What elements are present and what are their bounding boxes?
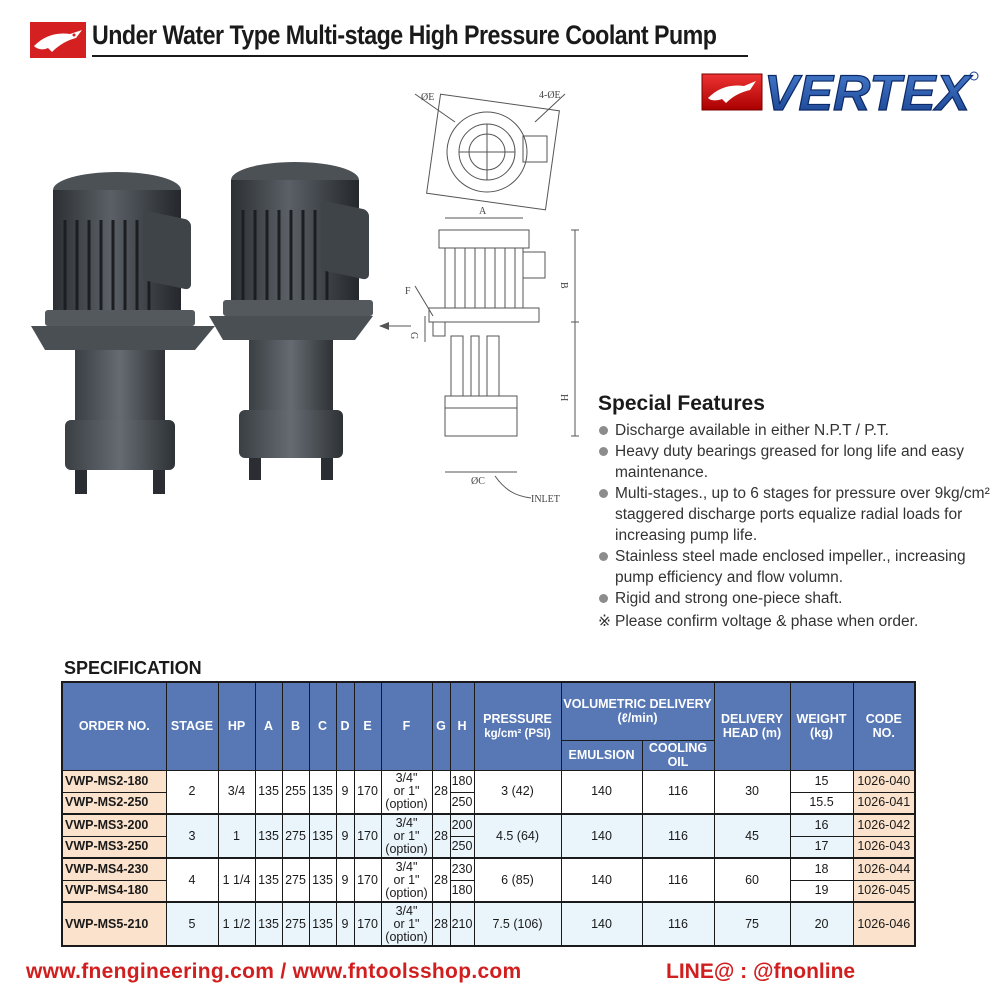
b-cell: 275	[282, 814, 309, 858]
a-cell: 135	[255, 770, 282, 814]
weight-cell: 15.5	[790, 792, 853, 814]
col-emulsion: EMULSION	[561, 740, 642, 770]
h-cell: 250	[450, 792, 474, 814]
title-underline	[92, 55, 748, 57]
code-no-cell: 1026-044	[853, 858, 915, 880]
col-delivery-head: DELIVERY HEAD (m)	[714, 682, 790, 770]
bullet-icon	[599, 594, 608, 603]
col-h: H	[450, 682, 474, 770]
e-cell: 170	[354, 902, 381, 946]
e-cell: 170	[354, 770, 381, 814]
feature-item: Stainless steel made enclosed impeller., increasing pump efficiency and flow volumn.	[598, 546, 993, 588]
col-e: E	[354, 682, 381, 770]
hp-cell: 1 1/4	[218, 858, 255, 902]
emulsion-cell: 140	[561, 858, 642, 902]
code-no-cell: 1026-040	[853, 770, 915, 792]
delivery-head-cell: 60	[714, 858, 790, 902]
pressure-cell: 3 (42)	[474, 770, 561, 814]
dim-label-holes: 4-ØE	[539, 90, 561, 101]
weight-cell: 19	[790, 880, 853, 902]
c-cell: 135	[309, 858, 336, 902]
order-no-cell: VWP-MS4-230	[62, 858, 166, 880]
eagle-logo-icon	[30, 22, 86, 58]
stage-cell: 2	[166, 770, 218, 814]
cooling-oil-cell: 116	[642, 770, 714, 814]
special-features	[598, 392, 993, 632]
a-cell: 135	[255, 814, 282, 858]
col-f: F	[381, 682, 432, 770]
b-cell: 275	[282, 858, 309, 902]
f-line: (option)	[385, 841, 428, 856]
d-cell: 9	[336, 858, 354, 902]
f-line: or 1"	[393, 828, 420, 843]
bullet-icon	[599, 426, 608, 435]
order-no-cell: VWP-MS3-250	[62, 836, 166, 858]
d-cell: 9	[336, 814, 354, 858]
b-cell: 275	[282, 902, 309, 946]
col-c: C	[309, 682, 336, 770]
weight-cell: 20	[790, 902, 853, 946]
stage-cell: 3	[166, 814, 218, 858]
feature-item: Multi-stages., up to 6 stages for pressure over 9kg/cm² staggered discharge ports equalize radial loads for increasing pump life.	[598, 483, 993, 546]
cooling-oil-cell: 116	[642, 858, 714, 902]
pump-photo	[25, 150, 375, 510]
col-d: D	[336, 682, 354, 770]
delivery-head-cell: 75	[714, 902, 790, 946]
f-line: (option)	[385, 929, 428, 944]
h-cell: 250	[450, 836, 474, 858]
spec-table	[61, 681, 916, 947]
f-line: or 1"	[393, 916, 420, 931]
weight-cell: 18	[790, 858, 853, 880]
dim-label-a: A	[479, 206, 487, 217]
d-cell: 9	[336, 770, 354, 814]
emulsion-cell: 140	[561, 814, 642, 858]
code-no-cell: 1026-042	[853, 814, 915, 836]
e-cell: 170	[354, 858, 381, 902]
cooling-oil-cell: 116	[642, 902, 714, 946]
order-no-cell: VWP-MS4-180	[62, 880, 166, 902]
cooling-oil-cell: 116	[642, 814, 714, 858]
g-cell: 28	[432, 902, 450, 946]
table-row	[62, 902, 915, 946]
f-line: (option)	[385, 885, 428, 900]
table-row	[62, 858, 915, 880]
feature-item: Heavy duty bearings greased for long life and easy maintenance.	[598, 441, 993, 483]
f-cell	[381, 814, 432, 858]
c-cell: 135	[309, 902, 336, 946]
h-cell: 200	[450, 814, 474, 836]
features-title: Special Features	[598, 392, 765, 415]
pump-dimension-drawing	[375, 82, 595, 512]
pump-right	[209, 162, 373, 480]
h-cell: 180	[450, 880, 474, 902]
col-a: A	[255, 682, 282, 770]
code-no-cell: 1026-041	[853, 792, 915, 814]
order-no-cell: VWP-MS3-200	[62, 814, 166, 836]
col-code: CODE NO.	[853, 682, 915, 770]
table-row	[62, 814, 915, 836]
spec-title: SPECIFICATION	[64, 658, 202, 678]
col-pressure: PRESSURE kg/cm² (PSI)	[474, 682, 561, 770]
col-b: B	[282, 682, 309, 770]
bullet-icon	[599, 489, 608, 498]
f-cell	[381, 902, 432, 946]
order-note: ※ Please confirm voltage & phase when order.	[598, 613, 919, 630]
f-line: 3/4"	[395, 771, 418, 786]
code-no-cell: 1026-046	[853, 902, 915, 946]
emulsion-cell: 140	[561, 902, 642, 946]
c-cell: 135	[309, 814, 336, 858]
dim-label-e: ØE	[421, 92, 435, 103]
f-line: 3/4"	[395, 903, 418, 918]
f-cell	[381, 770, 432, 814]
g-cell: 28	[432, 814, 450, 858]
f-line: 3/4"	[395, 815, 418, 830]
footer-line-contact[interactable]: LINE@ : @fnonline	[666, 960, 856, 983]
f-line: (option)	[385, 797, 428, 812]
f-cell	[381, 858, 432, 902]
col-weight: WEIGHT (kg)	[790, 682, 853, 770]
hp-cell: 1	[218, 814, 255, 858]
feature-item: Discharge available in either N.P.T / P.T.	[598, 420, 993, 441]
h-cell: 180	[450, 770, 474, 792]
col-cooling-oil: COOLING OIL	[642, 740, 714, 770]
weight-cell: 15	[790, 770, 853, 792]
vertex-brand-logo	[700, 66, 980, 118]
weight-cell: 16	[790, 814, 853, 836]
dim-label-b: B	[558, 282, 569, 289]
b-cell: 255	[282, 770, 309, 814]
a-cell: 135	[255, 858, 282, 902]
h-cell: 230	[450, 858, 474, 880]
table-row	[62, 770, 915, 792]
a-cell: 135	[255, 902, 282, 946]
f-line: 3/4"	[395, 859, 418, 874]
delivery-head-cell: 30	[714, 770, 790, 814]
pump-left	[31, 172, 215, 494]
bullet-icon	[599, 552, 608, 561]
note-mark: ※	[598, 613, 611, 630]
e-cell: 170	[354, 814, 381, 858]
dim-label-g: G	[408, 332, 419, 340]
hp-cell: 3/4	[218, 770, 255, 814]
footer-websites[interactable]: www.fnengineering.com / www.fntoolsshop.com	[26, 960, 522, 983]
d-cell: 9	[336, 902, 354, 946]
feature-item: Rigid and strong one-piece shaft.	[598, 588, 993, 609]
col-g: G	[432, 682, 450, 770]
pressure-cell: 7.5 (106)	[474, 902, 561, 946]
order-no-cell: VWP-MS2-250	[62, 792, 166, 814]
pressure-cell: 4.5 (64)	[474, 814, 561, 858]
f-line: or 1"	[393, 872, 420, 887]
inlet-label: INLET	[531, 494, 560, 505]
dim-label-c: ØC	[471, 476, 485, 487]
c-cell: 135	[309, 770, 336, 814]
pressure-cell: 6 (85)	[474, 858, 561, 902]
col-stage: STAGE	[166, 682, 218, 770]
dim-label-f: F	[405, 286, 411, 297]
weight-cell: 17	[790, 836, 853, 858]
hp-cell: 1 1/2	[218, 902, 255, 946]
col-order: ORDER NO.	[62, 682, 166, 770]
order-no-cell: VWP-MS5-210	[62, 902, 166, 946]
g-cell: 28	[432, 770, 450, 814]
code-no-cell: 1026-043	[853, 836, 915, 858]
code-no-cell: 1026-045	[853, 880, 915, 902]
col-hp: HP	[218, 682, 255, 770]
stage-cell: 5	[166, 902, 218, 946]
order-no-cell: VWP-MS2-180	[62, 770, 166, 792]
emulsion-cell: 140	[561, 770, 642, 814]
g-cell: 28	[432, 858, 450, 902]
dim-label-h: H	[558, 394, 569, 402]
delivery-head-cell: 45	[714, 814, 790, 858]
page-title: Under Water Type Multi-stage High Pressure Coolant Pump	[92, 20, 717, 50]
col-volumetric: VOLUMETRIC DELIVERY (ℓ/min)	[561, 682, 714, 740]
stage-cell: 4	[166, 858, 218, 902]
bullet-icon	[599, 447, 608, 456]
f-line: or 1"	[393, 784, 420, 799]
brand-name: VERTEX	[764, 66, 973, 118]
h-cell: 210	[450, 902, 474, 946]
